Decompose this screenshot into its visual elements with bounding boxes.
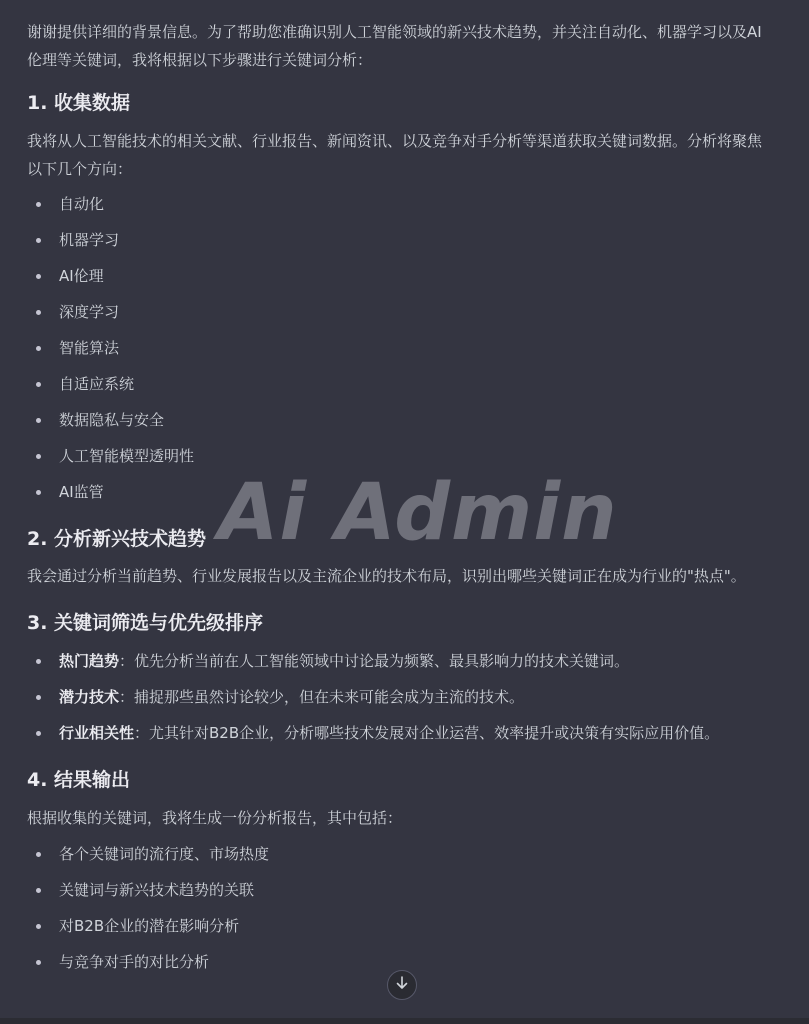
item-desc: ：捕捉那些虽然讨论较少，但在未来可能会成为主流的技术。 — [119, 688, 525, 706]
section-text-trends: 我会通过分析当前趋势、行业发展报告以及主流企业的技术布局，识别出哪些关键词正在成为行业的"热点"。 — [27, 567, 746, 585]
item-desc: ：尤其针对B2B企业，分析哪些技术发展对企业运营、效率提升或决策有实际应用价值。 — [134, 724, 720, 742]
section-heading-trends: 2. 分析新兴技术趋势 — [27, 528, 207, 550]
keyword-list — [27, 190, 772, 506]
list-item — [27, 647, 772, 675]
list-item: 智能算法 — [27, 334, 772, 362]
watermark-logo: Ai Admin — [218, 468, 618, 558]
list-item — [27, 683, 772, 711]
bottom-edge — [0, 1018, 809, 1024]
list-item — [27, 719, 772, 747]
section-text-collect-data: 我将从人工智能技术的相关文献、行业报告、新闻资讯、以及竞争对手分析等渠道获取关键词数据。分析将聚焦以下几个方向： — [27, 132, 763, 178]
section-heading-output: 4. 结果输出 — [27, 769, 131, 791]
list-item: 对B2B企业的潜在影响分析 — [27, 912, 772, 940]
list-item: 深度学习 — [27, 298, 772, 326]
list-item: AI监管 — [27, 478, 772, 506]
priority-list — [27, 647, 772, 747]
list-item: 数据隐私与安全 — [27, 406, 772, 434]
item-desc: ：优先分析当前在人工智能领域中讨论最为频繁、最具影响力的技术关键词。 — [119, 652, 630, 670]
item-term: 热门趋势 — [59, 652, 120, 670]
scroll-to-bottom-button[interactable] — [387, 970, 417, 1000]
item-term: 潜力技术 — [59, 688, 120, 706]
list-item: 与竞争对手的对比分析 — [27, 948, 772, 976]
list-item: 关键词与新兴技术趋势的关联 — [27, 876, 772, 904]
list-item: 各个关键词的流行度、市场热度 — [27, 840, 772, 868]
section-heading-filter: 3. 关键词筛选与优先级排序 — [27, 612, 264, 634]
item-term: 行业相关性 — [59, 724, 135, 742]
arrow-down-icon — [394, 975, 410, 995]
output-list — [27, 840, 772, 976]
intro-paragraph: 谢谢提供详细的背景信息。为了帮助您准确识别人工智能领域的新兴技术趋势，并关注自动化、机器学习以及AI伦理等关键词，我将根据以下步骤进行关键词分析： — [27, 23, 762, 69]
list-item: 机器学习 — [27, 226, 772, 254]
assistant-message — [27, 18, 772, 976]
list-item: 自适应系统 — [27, 370, 772, 398]
list-item: 自动化 — [27, 190, 772, 218]
section-heading-collect-data: 1. 收集数据 — [27, 92, 131, 114]
list-item: AI伦理 — [27, 262, 772, 290]
section-text-output: 根据收集的关键词，我将生成一份分析报告，其中包括： — [27, 809, 403, 827]
list-item: 人工智能模型透明性 — [27, 442, 772, 470]
